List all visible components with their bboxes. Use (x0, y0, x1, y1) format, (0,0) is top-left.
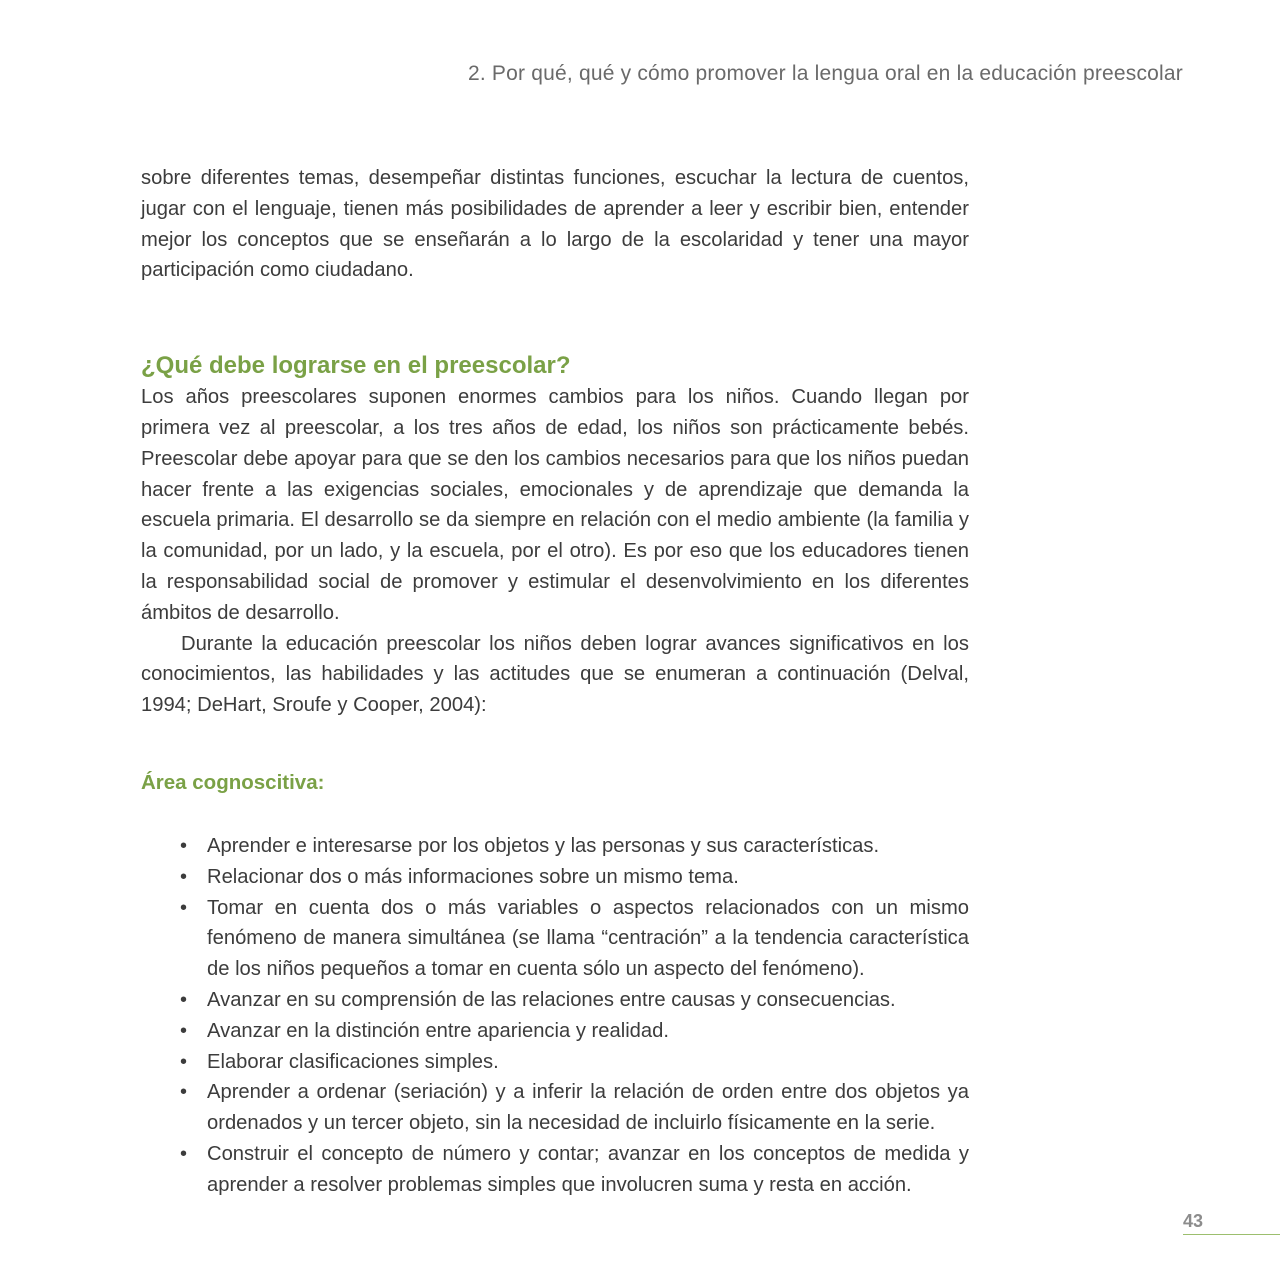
bullet-icon: • (180, 1050, 188, 1073)
list-item-text: Elaborar clasificaciones simples. (207, 1050, 499, 1073)
list-item-text: Relacionar dos o más informaciones sobre un mismo tema. (207, 865, 739, 888)
list-item (141, 862, 969, 893)
bullet-icon: • (180, 865, 188, 888)
running-header: 2. Por qué, qué y cómo promover la lengua oral en la educación preescolar (467, 62, 1183, 85)
list-item (141, 1047, 969, 1078)
list-item (141, 1016, 969, 1047)
bullet-icon: • (180, 834, 188, 857)
list-item-text: Avanzar en su comprensión de las relaciones entre causas y consecuencias. (207, 988, 896, 1011)
bullet-list (141, 831, 969, 1201)
list-item (141, 1077, 969, 1139)
section-paragraph-1: Los años preescolares suponen enormes cambios para los niños. Cuando llegan por primera vez al preescolar, a los tres años de edad, los niños son prácticamente bebés. Preescolar debe apoyar para que se den los cambios necesarios para que los niños puedan hacer frente a las exigencias sociales, emocionales y de aprendizaje que demanda la escuela primaria. El desarrollo se da siempre en relación con el medio ambiente (la familia y la comunidad, por un lado, y la escuela, por el otro). Es por eso que los educadores tienen la responsabilidad social de promover y estimular el desenvolvimiento en los diferentes ámbitos de desarrollo. (141, 386, 969, 624)
list-item-text: Tomar en cuenta dos o más variables o aspectos relacionados con un mismo fenómeno de manera simultánea (se llama “centración” a la tendencia característica de los niños pequeños a tomar en cuenta sólo un aspecto del fenómeno). (207, 896, 969, 981)
intro-paragraph: sobre diferentes temas, desempeñar distintas funciones, escuchar la lectura de cuentos, jugar con el lenguaje, tienen más posibilidades de aprender a leer y escribir bien, entender mejor los conceptos que se enseñarán a lo largo de la escolaridad y tener una mayor participación como ciudadano. (141, 167, 969, 282)
list-item (141, 1139, 969, 1201)
page-content (141, 163, 969, 1201)
page-number: 43 (1183, 1211, 1204, 1231)
bullet-icon: • (180, 1142, 188, 1165)
page-number-rule (1183, 1234, 1280, 1235)
section-paragraph-2: Durante la educación preescolar los niños deben lograr avances significativos en los conocimientos, las habilidades y las actitudes que se enumeran a continuación (Delval, 1994; DeHart, Sroufe y Cooper, 2004): (141, 632, 969, 717)
list-item-text: Aprender a ordenar (seriación) y a inferir la relación de orden entre dos objetos ya ordenados y un tercer objeto, sin la necesidad de incluirlo físicamente en la serie. (207, 1081, 969, 1135)
bullet-icon: • (180, 896, 188, 919)
bullet-icon: • (180, 1081, 188, 1104)
list-item (141, 893, 969, 985)
list-item-text: Avanzar en la distinción entre apariencia y realidad. (207, 1019, 669, 1042)
list-item (141, 831, 969, 862)
bullet-icon: • (180, 988, 188, 1011)
list-item-text: Construir el concepto de número y contar; avanzar en los conceptos de medida y aprender a resolver problemas simples que involucren suma y resta en acción. (207, 1142, 969, 1196)
subsection-title: Área cognoscitiva: (141, 770, 325, 794)
list-item (141, 985, 969, 1016)
section-title: ¿Qué debe lograrse en el preescolar? (141, 352, 571, 380)
list-item-text: Aprender e interesarse por los objetos y las personas y sus características. (207, 834, 880, 857)
bullet-icon: • (180, 1019, 188, 1042)
